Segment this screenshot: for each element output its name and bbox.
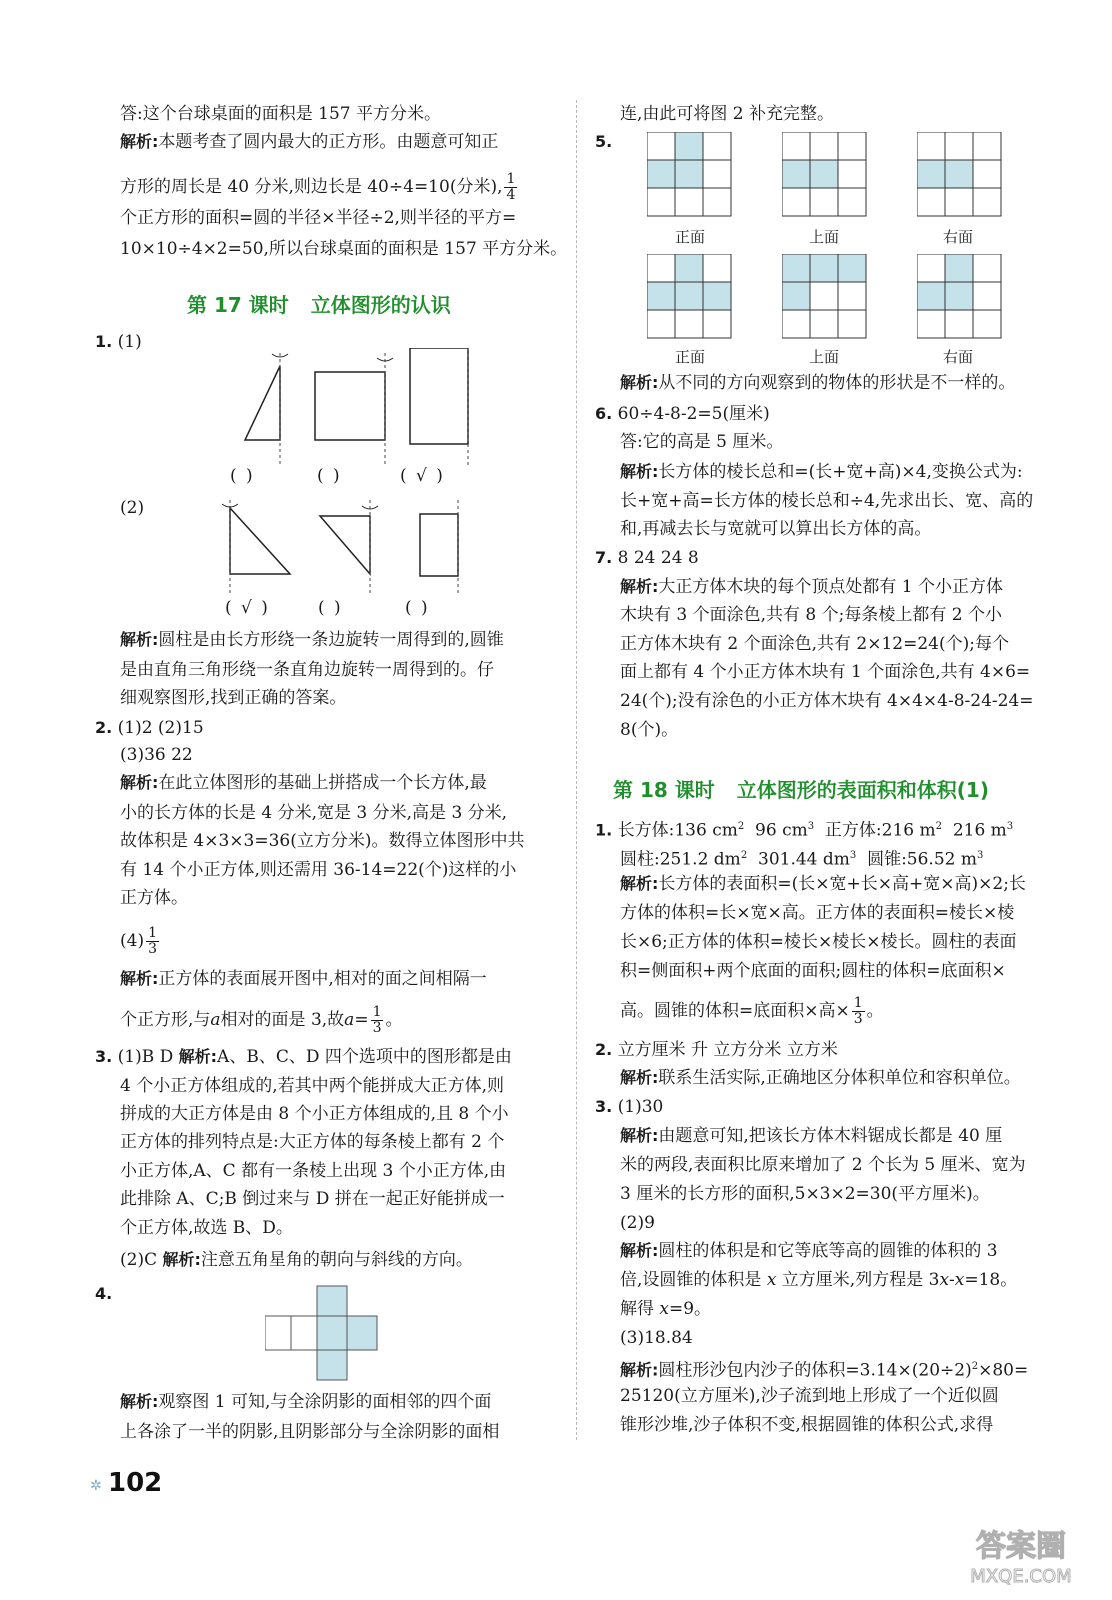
question-5: 5. <box>595 132 613 151</box>
view-caption: 右面 <box>943 348 974 366</box>
text-line: 和,再减去长与宽就可以算出长方体的高。 <box>620 519 932 539</box>
rotation-figures-1 <box>225 348 475 468</box>
view-grid-top <box>782 132 868 218</box>
analysis-line: 解析:本题考查了圆内最大的正方形。由题意可知正 <box>120 132 499 152</box>
question-6: 6. 60÷4-8-2=5(厘米) <box>595 404 770 424</box>
view-grid-front <box>647 132 733 218</box>
choice-paren-checked: ( √ ) <box>225 598 270 618</box>
svg-text:MXQE.COM: MXQE.COM <box>970 1566 1072 1587</box>
choice-paren-checked: ( √ ) <box>400 466 445 486</box>
text-line: 高。圆锥的体积=底面积×高× $\frac{1}{3}$ 。 <box>620 995 884 1027</box>
question-3: 3. (1)B D 解析:A、B、C、D 四个选项中的图形都是由 <box>95 1047 512 1067</box>
question-1-r: 1. 长方体:136 $cm^2$ 96 $cm^3$ 正方体:216 $m^2$ 216 $m^3$ <box>595 820 1014 841</box>
text-line: 此排除 A、C;B 倒过来与 D 拼在一起正好能拼成一 <box>120 1189 505 1209</box>
analysis-line: 解析:由题意可知,把该长方体木料锯成长都是 40 厘 <box>620 1126 1003 1146</box>
text-line: 锥形沙堆,沙子体积不变,根据圆锥的体积公式,求得 <box>620 1415 994 1435</box>
text-line: 4 个小正方体组成的,若其中两个能拼成大正方体,则 <box>120 1076 505 1096</box>
text-line: 正方体的排列特点是:大正方体的每条棱上都有 2 个 <box>120 1132 505 1152</box>
analysis-line: 解析:长方体的棱长总和=(长+宽+高)×4,变换公式为: <box>620 462 1023 482</box>
page-ornament-icon: ✲ <box>90 1478 102 1494</box>
text-line: 8(个)。 <box>620 720 679 740</box>
question-2-r: 2. 立方厘米 升 立方分米 立方米 <box>595 1040 838 1060</box>
text-line: 是由直角三角形绕一条直角边旋转一周得到的。仔 <box>120 660 494 680</box>
choice-paren: ( ) <box>230 466 255 486</box>
answer-line: 答:它的高是 5 厘米。 <box>620 432 784 452</box>
text-line: 米的两段,表面积比原来增加了 2 个长为 5 厘米、宽为 <box>620 1155 1026 1175</box>
text-line: 拼成的大正方体是由 8 个小正方体组成的,且 8 个小 <box>120 1104 509 1124</box>
view-caption: 正面 <box>675 348 706 366</box>
analysis-line: 解析:大正方体木块的每个顶点处都有 1 个小正方体 <box>620 577 1004 597</box>
watermark-logo <box>939 1520 1104 1590</box>
text-line: 25120(立方厘米),沙子流到地上形成了一个近似圆 <box>620 1386 999 1406</box>
choice-paren: ( ) <box>317 466 342 486</box>
text-line: 上各涂了一半的阴影,且阴影部分与全涂阴影的面相 <box>120 1422 500 1442</box>
column-divider <box>576 100 577 1440</box>
view-grid-right <box>917 132 1003 218</box>
triangle-shape <box>230 508 290 574</box>
cube-net-figure <box>265 1284 485 1384</box>
net-face <box>347 1316 377 1350</box>
net-face <box>317 1350 347 1380</box>
answer-line: 答:这个台球桌面的面积是 157 平方分米。 <box>120 104 441 124</box>
view-grid-top-2 <box>782 254 868 340</box>
text-line: 个正方形,与a相对的面是 3,故a= $\frac{1}{3}$ 。 <box>120 1004 403 1036</box>
question-3-r: 3. (1)30 <box>595 1097 664 1117</box>
text-line: 方体的体积=长×宽×高。正方体的表面积=棱长×棱 <box>620 903 1015 923</box>
text-line: 长+宽+高=长方体的棱长总和÷4,先求出长、宽、高的 <box>620 491 1034 511</box>
text-line: 小的长方体的长是 4 分米,宽是 3 分米,高是 3 分米, <box>120 803 508 823</box>
view-caption: 上面 <box>809 348 840 366</box>
text-line: 3 厘米的长方形的面积,5×3×2=30(平方厘米)。 <box>620 1184 990 1204</box>
triangle-shape <box>320 516 370 574</box>
text-line: 有 14 个小正方体,则还需用 36-14=22(个)这样的小 <box>120 860 517 880</box>
text-line: 连,由此可将图 2 补充完整。 <box>620 104 835 124</box>
text-line: 圆柱:251.2 $dm^2$ 301.44 $dm^3$ 圆锥:56.52 $m^3$ <box>620 849 984 870</box>
text-line: 个正方形的面积=圆的半径×半径÷2,则半径的平方= <box>120 208 517 228</box>
analysis-line: 解析:正方体的表面展开图中,相对的面之间相隔一 <box>120 969 487 989</box>
view-caption: 右面 <box>943 228 974 246</box>
question-1: 1. (1) <box>95 332 142 352</box>
text-line: 10×10÷4×2=50,所以台球桌面的面积是 157 平方分米。 <box>120 239 568 259</box>
text-line: 解得 x=9。 <box>620 1299 712 1319</box>
analysis-line: 解析:圆柱的体积是和它等底等高的圆锥的体积的 3 <box>620 1241 998 1261</box>
analysis-line: 解析:圆柱形沙包内沙子的体积$=3.14\times(20\div 2)^2\times 80=$ <box>620 1360 1029 1381</box>
choice-paren: ( ) <box>318 598 343 618</box>
text-line: 木块有 3 个面涂色,共有 8 个;每条棱上都有 2 个小 <box>620 605 1003 625</box>
text-line: 小正方体,A、C 都有一条棱上出现 3 个小正方体,由 <box>120 1161 507 1181</box>
text-line: (2)9 <box>620 1213 655 1233</box>
text-line: 长×6;正方体的体积=棱长×棱长×棱长。圆柱的表面 <box>620 932 1017 952</box>
net-face <box>317 1286 347 1316</box>
analysis-line: 解析:从不同的方向观察到的物体的形状是不一样的。 <box>620 373 1016 393</box>
text-line: 个正方体,故选 B、D。 <box>120 1218 293 1238</box>
net-face <box>317 1316 347 1350</box>
lesson-heading-17: 第 17 课时 立体图形的认识 <box>187 293 451 317</box>
view-caption: 正面 <box>675 228 706 246</box>
view-caption: 上面 <box>809 228 840 246</box>
text-line: 面上都有 4 个小正方体木块有 1 个面涂色,共有 4×6= <box>620 662 1031 682</box>
analysis-line: 解析:观察图 1 可知,与全涂阴影的面相邻的四个面 <box>120 1392 492 1412</box>
question-4: 4. <box>95 1284 113 1303</box>
rotation-figures-2 <box>220 498 470 598</box>
analysis-line: 解析:在此立体图形的基础上拼搭成一个长方体,最 <box>120 773 487 793</box>
text-line: 积=侧面积+两个底面的面积;圆柱的体积=底面积× <box>620 961 1006 981</box>
text-line: 正方体木块有 2 个面涂色,共有 2×12=24(个);每个 <box>620 634 1009 654</box>
answer-line: (4) $\frac{1}{3}$ <box>120 925 158 957</box>
text-line: (2)C 解析:注意五角星角的朝向与斜线的方向。 <box>120 1250 473 1270</box>
view-grid-right-2 <box>917 254 1003 340</box>
question-1-2: (2) <box>120 498 145 518</box>
svg-text:答案圈: 答案圈 <box>976 1529 1066 1564</box>
analysis-line: 解析:圆柱是由长方形绕一条边旋转一周得到的,圆锥 <box>120 630 504 650</box>
text-line: (3)36 22 <box>120 745 193 765</box>
text-line: 故体积是 4×3×3=36(立方分米)。数得立体图形中共 <box>120 831 525 851</box>
square-shape <box>315 372 385 440</box>
choice-paren: ( ) <box>405 598 430 618</box>
rotate-arrow-icon <box>222 504 238 507</box>
fraction: $\frac{1}{3}$ <box>372 1004 382 1036</box>
text-line: 24(个);没有涂色的小正方体木块有 4×4×4-8-24-24= <box>620 691 1034 711</box>
analysis-line: 解析:长方体的表面积=(长×宽+长×高+宽×高)×2;长 <box>620 874 1026 894</box>
view-grid-front-2 <box>647 254 733 340</box>
net-face <box>291 1316 317 1350</box>
rectangle-shape <box>410 348 468 444</box>
triangle-shape <box>245 366 280 440</box>
fraction: $\frac{1}{3}$ <box>148 925 158 957</box>
text-line: 细观察图形,找到正确的答案。 <box>120 688 347 708</box>
question-7: 7. 8 24 24 8 <box>595 548 699 568</box>
question-2: 2. (1)2 (2)15 <box>95 718 204 738</box>
fraction: $\frac{1}{4}$ <box>506 171 516 203</box>
text-line: 正方体。 <box>120 888 188 908</box>
text-line: (3)18.84 <box>620 1328 693 1348</box>
text-line: 倍,设圆锥的体积是 x 立方厘米,列方程是 3x-x=18。 <box>620 1270 1018 1290</box>
page-number: 102 <box>108 1468 163 1498</box>
rectangle-shape <box>420 514 458 576</box>
fraction: $\frac{1}{3}$ <box>853 995 863 1027</box>
lesson-heading-18: 第 18 课时 立体图形的表面积和体积(1) <box>613 778 989 802</box>
analysis-line: 解析:联系生活实际,正确地区分体积单位和容积单位。 <box>620 1068 1021 1088</box>
text-line: 方形的周长是 40 分米,则边长是 40÷4=10(分米), $\frac{1}{4}$ <box>120 171 516 203</box>
